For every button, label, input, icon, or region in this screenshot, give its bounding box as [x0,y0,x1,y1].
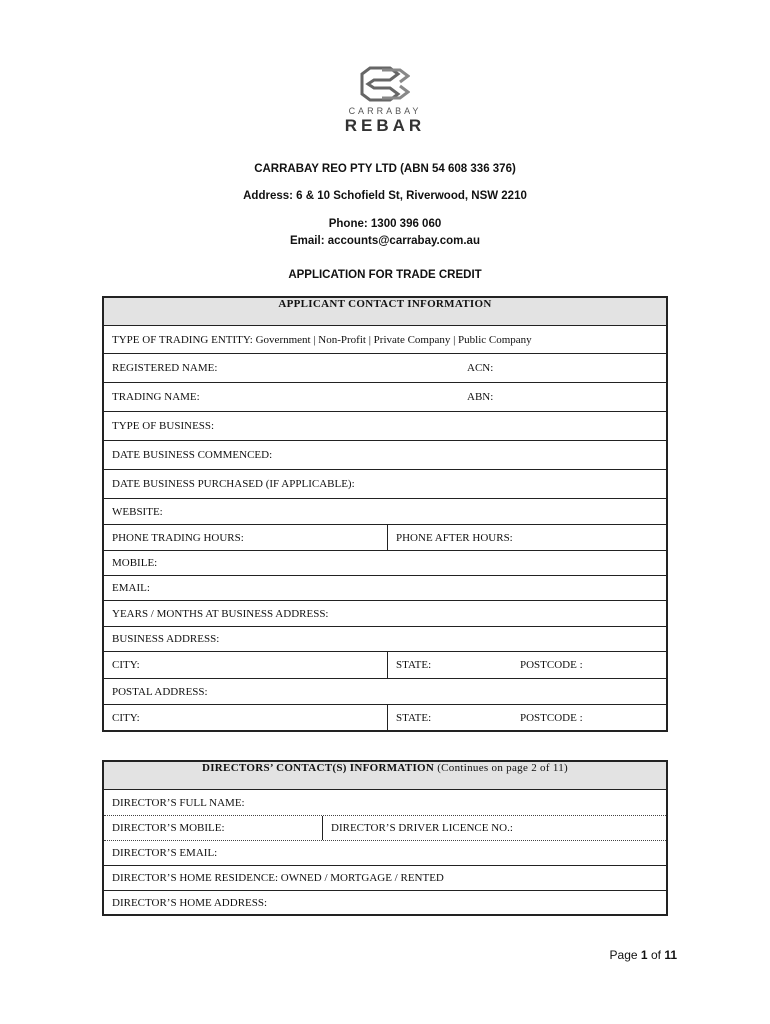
registered-name-field[interactable]: REGISTERED NAME: [112,362,218,374]
postal-postcode-field[interactable]: POSTCODE : [520,711,583,724]
page-number: Page 1 of 11 [609,948,677,962]
director-mobile-field[interactable]: DIRECTOR’S MOBILE: [112,822,225,834]
logo-brand-small: CARRABAY [348,106,422,116]
trading-name-row[interactable] [104,382,666,411]
company-email-line: Email: accounts@carrabay.com.au [290,235,480,247]
years-months-field[interactable]: YEARS / MONTHS AT BUSINESS ADDRESS: [112,607,329,620]
city-state-row[interactable] [104,651,666,678]
director-residence-field[interactable]: DIRECTOR’S HOME RESIDENCE: OWNED / MORTGAGE / RENTED [112,872,444,884]
page-total: 11 [664,948,677,962]
director-home-address-row[interactable] [104,890,666,914]
director-email-row[interactable] [104,840,666,865]
company-address-line: Address: 6 & 10 Schofield St, Riverwood, NSW 2210 [243,190,527,202]
phone-row[interactable] [104,524,666,550]
email-field[interactable]: EMAIL: [112,582,150,594]
registered-name-row[interactable] [104,353,666,382]
directors-title-bold: DIRECTORS’ CONTACT(S) INFORMATION [201,762,435,774]
city-field[interactable]: CITY: [112,659,140,671]
postal-city-state-row[interactable] [104,704,666,730]
directors-table-title [104,762,666,789]
date-commenced-row[interactable] [104,440,666,469]
mobile-field[interactable]: MOBILE: [112,557,158,569]
website-field[interactable]: WEBSITE: [112,505,163,518]
company-logo [0,66,770,136]
director-licence-field[interactable]: DIRECTOR’S DRIVER LICENCE NO.: [322,816,666,840]
director-mobile-row[interactable] [104,815,666,840]
business-address-row[interactable] [104,626,666,651]
director-residence-row[interactable] [104,865,666,890]
directors-title-note: (Continues on page 2 of 11) [437,762,569,774]
postal-address-field[interactable]: POSTAL ADDRESS: [112,685,208,698]
applicant-table-title: APPLICANT CONTACT INFORMATION [104,298,666,325]
date-purchased-row[interactable] [104,469,666,498]
director-email-field[interactable]: DIRECTOR’S EMAIL: [112,847,218,859]
mobile-row[interactable] [104,550,666,575]
trading-name-field[interactable]: TRADING NAME: [112,391,200,403]
trading-entity-row[interactable]: TYPE OF TRADING ENTITY: Government | Non-Profit | Private Company | Public Company [104,325,666,353]
postal-address-row[interactable] [104,678,666,704]
date-commenced-field[interactable]: DATE BUSINESS COMMENCED: [112,449,273,461]
years-months-row[interactable] [104,600,666,626]
postcode-field[interactable]: POSTCODE : [520,659,583,671]
phone-after-field[interactable]: PHONE AFTER HOURS: [387,525,666,550]
date-purchased-field[interactable]: DATE BUSINESS PURCHASED (IF APPLICABLE): [112,478,355,490]
logo-mark-icon [360,66,410,102]
postal-city-field[interactable]: CITY: [112,711,140,724]
directors-contact-table [102,760,668,916]
document-title: APPLICATION FOR TRADE CREDIT [288,269,482,281]
acn-field[interactable]: ACN: [467,362,494,374]
director-home-address-field[interactable]: DIRECTOR’S HOME ADDRESS: [112,896,268,909]
phone-trading-field[interactable]: PHONE TRADING HOURS: [112,531,244,544]
abn-field[interactable]: ABN: [467,391,494,403]
company-phone-line: Phone: 1300 396 060 [328,218,442,230]
applicant-contact-table [102,296,668,732]
email-row[interactable] [104,575,666,600]
company-name-line: CARRABAY REO PTY LTD (ABN 54 608 336 376) [254,163,516,175]
logo-brand-big: REBAR [344,116,426,135]
type-of-business-field[interactable]: TYPE OF BUSINESS: [112,420,215,432]
website-row[interactable] [104,498,666,524]
business-address-field[interactable]: BUSINESS ADDRESS: [112,633,220,645]
state-field[interactable]: STATE: [387,652,512,678]
director-full-name-row[interactable] [104,789,666,815]
postal-state-field[interactable]: STATE: [387,705,512,730]
page-current: 1 [640,948,648,962]
type-of-business-row[interactable] [104,411,666,440]
director-full-name-field[interactable]: DIRECTOR’S FULL NAME: [112,796,245,809]
